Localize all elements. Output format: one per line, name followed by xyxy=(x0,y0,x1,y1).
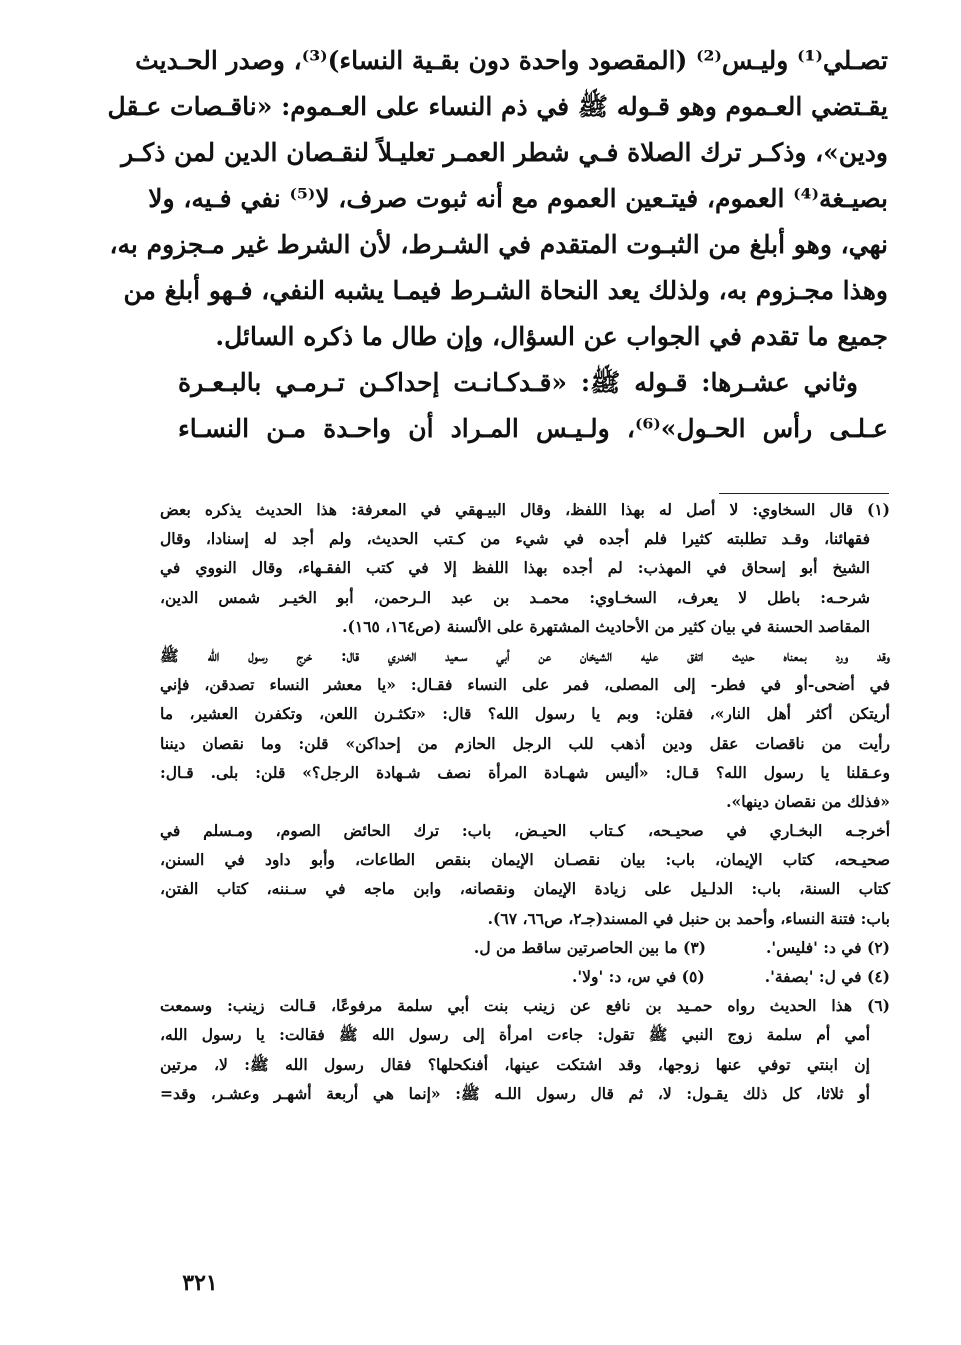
footnote-line: (٦) هذا الحديث رواه حمـيد بن نافع عن زينب بنت أبي سلمة مرفوعًا، قـالت زينب: وسمعت xyxy=(160,996,890,1016)
main-line: نهي، وهو أبلغ من الثبـوت المتقدم في الشـرط، لأن الشرط غير مـجزوم به، xyxy=(109,230,888,259)
main-line: عـلـى رأس الحـول»⁽⁶⁾، ولـيـس المـراد أن واحـدة مـن النسـاء xyxy=(178,414,888,443)
footnote-line: أريتكن أكثر أهل النار»، فقلن: وبم يا رسول الله؟ قال: «تكثـرن اللعن، وتكفرن العشير، ما xyxy=(160,704,890,724)
footnote-line: أمي أم سلمة زوج النبي ﷺ تقول: جاءت امرأة إلى رسول الله ﷺ فقالت: يا رسول الله، xyxy=(160,1025,870,1045)
footnote-line: وعـقلنا يا رسول الله؟ قـال: «أليس شهـادة المرأة نصف شـهادة الرجل؟» قلن: بلى. قـال: xyxy=(160,762,890,782)
main-line: وثاني عشـرها: قـوله ﷺ: «قـدكـانـت إحداكـن تـرمـي بالبـعـرة xyxy=(178,368,858,397)
main-line: تصـلي⁽¹⁾ وليـس⁽²⁾ (المقصود واحدة دون بقـية النساء)⁽³⁾، وصدر الحـديث xyxy=(135,46,888,75)
footnote-4: (٤) في ل: 'بصفة'. xyxy=(764,967,890,986)
footnote-line: صحيـحه، كتاب الإيمان، باب: بيان نقصـان الإيمان بنقص الطاعات، وأبو داود في السنن، xyxy=(160,850,890,870)
main-line: بصيـغة⁽⁴⁾ العموم، فيتـعين العموم مع أنه ثبوت صرف، لا⁽⁵⁾ نفي فـيه، ولا xyxy=(148,184,888,213)
footnote-line: المقاصد الحسنة في بيان كثير من الأحاديث المشتهرة على الألسنة (ص١٦٤، ١٦٥). xyxy=(342,616,870,636)
footnote-line: فقهائنا، وقـد تطلبته كثيرا فلم أجده في شيء من كـتب الحديث، ولم أجد له إسنادا، وقال xyxy=(160,529,870,549)
footnote-line: إن ابنتي توفي عنها زوجها، وقد اشتكت عينها، أفنكحلها؟ فقال رسول الله ﷺ: لا، مرتين xyxy=(160,1054,870,1074)
footnote-line: كتاب السنة، باب: الدلـيل على زيادة الإيمان ونقصانه، وابن ماجه في سـننه، كتاب الفتن، xyxy=(160,879,890,899)
footnote-line: «فذلك من نقصان دينها». xyxy=(726,791,890,811)
footnote-line: في أضحى-أو في فطر- إلى المصلى، فمر على النساء فقـال: «يا معشر النساء تصدقن، فإني xyxy=(160,675,890,695)
footnote-line: الشيخ أبو إسحاق في المهذب: لم أجده بهذا اللفظ إلا في كتب الفقـهاء، وقال النووي في xyxy=(160,558,870,578)
footnote-line: أخرجـه البخـاري في صحيـحه، كـتاب الحيـض، باب: ترك الحائض الصوم، ومـسلم في xyxy=(160,821,890,841)
main-line: يقـتضي العـموم وهو قـوله ﷺ في ذم النساء على العـموم: «ناقـصات عـقل xyxy=(107,92,888,121)
footnote-separator xyxy=(719,493,889,494)
footnote-line: (١) قال السخاوي: لا أصل له بهذا اللفظ، وقال البيـهقي في المعرفة: هذا الحديث يذكره بعض xyxy=(160,500,890,519)
main-text xyxy=(107,38,888,452)
footnote-line: أو ثلاثا، كل ذلك يقـول: لا، ثم قال رسول اللـه ﷺ: «إنما هي أربعة أشهـر وعشـر، وقد= xyxy=(160,1083,870,1103)
footnote-2: (٢) في د: 'فليس'. xyxy=(765,937,890,957)
footnotes xyxy=(160,495,890,1108)
footnote-row xyxy=(160,962,890,991)
footnote-line: باب: فتنة النساء، وأحمد بن حنبل في المسند(جـ٢، ص٦٦، ٦٧). xyxy=(487,908,890,928)
footnote-line: رأيت من ناقصات عقل ودين أذهب للب الرجل الحازم من إحداكن» قلن: وما نقصان ديننا xyxy=(160,733,890,753)
main-line: جميع ما تقدم في الجواب عن السؤال، وإن طال ما ذكره السائل. xyxy=(215,322,888,351)
page-number: ٣٢١ xyxy=(182,1270,218,1296)
footnote-line: وقد ورد بمعناه حديث اتفق عليه الشيخان عن أبي سـعيد الخدري قال: خرج رسول الله ﷺ xyxy=(160,645,890,665)
footnote-5: (٥) في س، د: 'ولا'. xyxy=(572,967,705,986)
main-line: ودين»، وذكـر ترك الصلاة فـي شطر العمـر تعليـلاً لنقـصان الدين لمن ذكـر xyxy=(121,138,888,167)
footnote-3: (٣) ما بين الحاصرتين ساقط من ل. xyxy=(473,937,706,957)
footnote-line: شرحـه: باطل لا يعرف، السخـاوي: محمـد بن عبد الـرحمن، أبو الخيـر شمس الدين، xyxy=(160,587,870,607)
main-line: وهذا مجـزوم به، ولذلك يعد النحاة الشـرط فيمـا يشبه النفي، فـهو أبلغ من xyxy=(123,276,888,305)
footnote-row xyxy=(160,933,890,962)
